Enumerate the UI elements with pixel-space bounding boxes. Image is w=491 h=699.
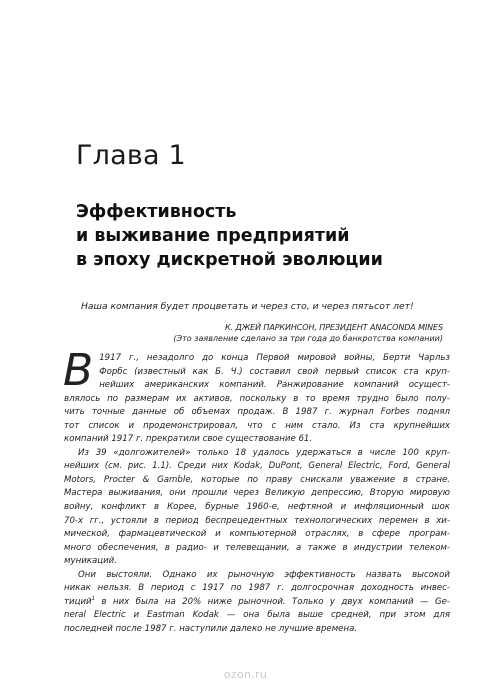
text-line: мической, фармацевтической и компьютерной отраслях, в сфере програм-	[64, 529, 450, 540]
epigraph	[63, 300, 443, 344]
text-line: Мастера выживания, они прошли через Великую депрессию, Вторую мировую	[64, 488, 450, 499]
text-line: войну, конфликт в Корее, бурные 1960-е, нефтяной и инфляционный шок	[64, 502, 450, 513]
text-line: нейших (см. рис. 1.1). Среди них Kodak, DuPont, General Electric, Ford, General	[64, 461, 450, 472]
text-line: 1917 г., незадолго до конца Первой мировой войны, Берти Чарльз	[99, 353, 450, 363]
text-line: нейших американских компаний. Ранжирование компаний осущест-	[99, 380, 450, 391]
paragraph-1	[63, 345, 450, 447]
text-line: последней после 1987 г. наступили далеко не лучшие времена.	[64, 623, 358, 634]
text-line: много обеспечения, в радио- и телевещании, а также в индустрии телеком-	[64, 542, 450, 553]
chapter-title-line: в эпоху дискретной эволюции	[76, 250, 383, 270]
text-line: Они выстояли. Однако их рыночную эффективность назвать высокой	[78, 569, 450, 580]
dropcap: В	[63, 345, 94, 396]
text-line: чить точные данные об объемах продаж. В 1987 г. журнал Forbes поднял	[64, 407, 450, 418]
text-line: компаний 1917 г. прекратили свое существование 61.	[64, 434, 313, 445]
text-line: никак нельзя. В период с 1917 по 1987 г. долгосрочная доходность инвес-	[64, 583, 450, 594]
epigraph-quote: Наша компания будет процветать и через сто, и через пятьсот лет!	[81, 301, 414, 312]
chapter-label: Глава 1	[76, 140, 186, 171]
text-line: муникаций.	[64, 556, 117, 567]
footnote-mark: 1	[91, 595, 96, 602]
paragraph-2	[64, 447, 450, 569]
text-line: Из 39 «долгожителей» только 18 удалось удержаться в числе 100 круп-	[78, 447, 450, 458]
footnote-word: тиций	[64, 596, 92, 607]
text-fragment: в них была на 20% ниже рыночной. Только у двух компаний — Ge-	[95, 596, 450, 607]
text-line: neral Electric и Eastman Kodak — она была выше средней, при этом для	[64, 610, 450, 621]
body-text	[63, 345, 450, 636]
epigraph-author: К. ДЖЕЙ ПАРКИНСОН, ПРЕЗИДЕНТ ANACONDA MINES	[224, 323, 443, 332]
chapter-title	[76, 200, 456, 272]
text-line: тот список и продемонстрировал, что с ним стало. Из ста крупнейших	[64, 420, 450, 431]
watermark: ozon.ru	[223, 668, 268, 681]
chapter-title-line: Эффективность	[76, 202, 237, 222]
text-line: Форбс (известный как Б. Ч.) составил свой первый список ста круп-	[99, 366, 450, 377]
text-line: влялось по размерам их активов, поскольку в то время трудно было полу-	[64, 393, 450, 404]
epigraph-note: (Это заявление сделано за три года до банкротства компании)	[173, 334, 443, 343]
text-line	[64, 596, 450, 610]
text-line: Motors, Procter & Gamble, которые по праву снискали уважение в стране.	[64, 474, 450, 485]
paragraph-3	[64, 569, 450, 637]
chapter-title-line: и выживание предприятий	[76, 226, 350, 246]
text-line: 70-х гг., устояли в период беспрецедентных технологических перемен в хи-	[64, 515, 450, 526]
